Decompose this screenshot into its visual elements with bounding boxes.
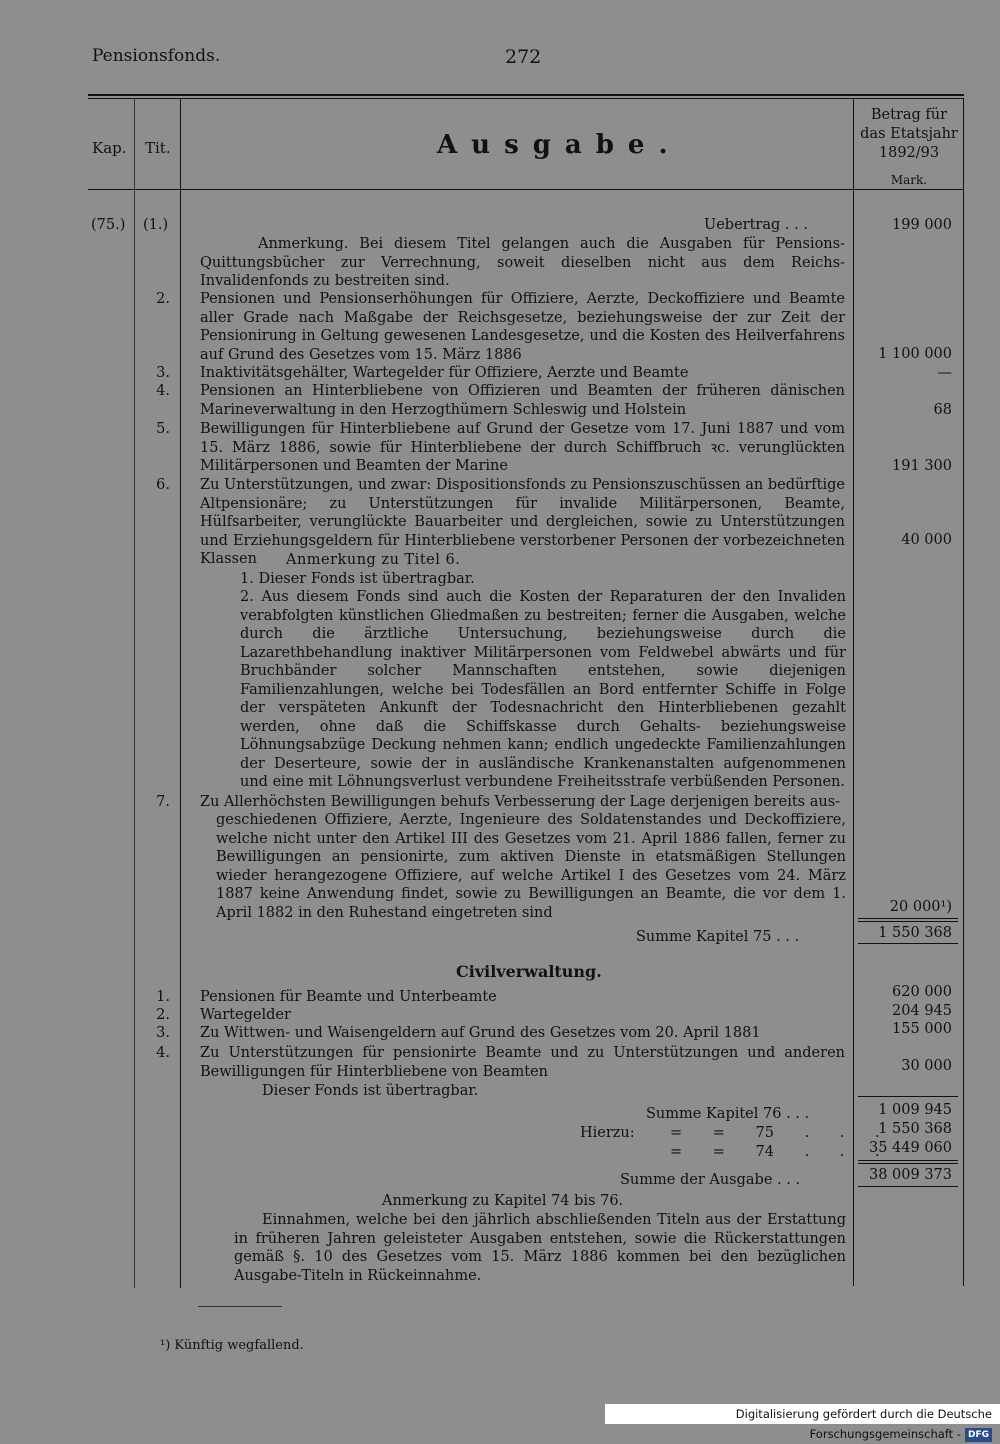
footnote-separator <box>198 1306 282 1307</box>
anmerkung-titel-6-point-1: 1. Dieser Fonds ist übertragbar. <box>240 571 475 587</box>
summe-kapitel-75-amount: 1 550 368 <box>878 925 952 941</box>
titel-number: (1.) <box>143 217 169 233</box>
kap-column-rule <box>134 98 135 1288</box>
page-number: 272 <box>505 46 542 68</box>
anmerkung-kapitel-heading: Anmerkung zu Kapitel 74 bis 76. <box>382 1193 624 1209</box>
titel-amount: 20 000¹) <box>889 899 952 915</box>
summe-der-ausgabe-amount: 38 009 373 <box>868 1167 952 1183</box>
sum-rule <box>858 918 958 919</box>
footnote: ¹) Künftig wegfallend. <box>160 1338 304 1353</box>
column-header-ausgabe: Ausgabe. <box>437 130 682 160</box>
hierzu-kapitel-75-amount: 1 550 368 <box>878 1121 952 1137</box>
amount-column-left-rule <box>853 98 854 1286</box>
hierzu-kapitel-75-label: = = 75 . . . <box>670 1125 880 1141</box>
titel-number: 2. <box>156 291 170 307</box>
titel-number: 2. <box>156 1007 170 1023</box>
dfg-logo: DFG <box>965 1428 992 1442</box>
section-heading-civilverwaltung: Civilverwaltung. <box>456 962 602 981</box>
digitization-footer <box>605 1404 1000 1441</box>
uebertrag-amount: 199 000 <box>892 217 952 233</box>
titel-amount: 620 000 <box>892 984 952 1000</box>
sum-rule <box>858 1096 958 1097</box>
titel-amount: 1 100 000 <box>878 346 952 362</box>
tit-column-rule <box>180 98 181 1288</box>
sum-rule <box>858 943 958 944</box>
table-header-rule <box>88 189 964 190</box>
titel-amount: 40 000 <box>901 532 952 548</box>
amount-column-right-rule <box>963 98 964 1286</box>
titel-amount: 191 300 <box>892 458 952 474</box>
titel-number: 4. <box>156 383 170 399</box>
uebertrag-label: Uebertrag . . . <box>704 217 808 233</box>
titel-number: 1. <box>156 989 170 1005</box>
running-header: Pensionsfonds. <box>92 46 221 66</box>
titel-text: Zu Wittwen- und Waisengeldern auf Grund des Gesetzes vom 20. April 1881 <box>200 1025 761 1041</box>
titel-text: Bewilligungen für Hinterbliebene auf Grund der Gesetze vom 17. Juni 1887 und vom 15. März 1886, sowie für Hinterbliebene der durch Schiffbruch ꝛc. verunglückten Militärpersonen und Beamten der Marine <box>200 421 845 474</box>
anmerkung-titel-1: Anmerkung. Bei diesem Titel gelangen auch die Ausgaben für Pensions-Quittungsbücher zur Verrechnung, soweit dieselben nicht aus dem Reichs-Invalidenfonds zu bestreiten sind. <box>200 236 845 289</box>
titel-text: geschiedenen Offiziere, Aerzte, Ingenieure des Soldatenstandes und Deckoffiziere, welche nicht unter den Artikel III des Gesetzes vom 21. April 1886 fallen, ferner zu Bewilligungen an pensionirte, zum aktiven Dienste in etatsmäßigen Stellungen wieder herangezogene Offiziere, auf welche Artikel I des Gesetzes vom 24. März 1887 keine Anwendung findet, sowie zu Bewilligungen an Beamte, die vor dem 1. April 1882 in den Ruhestand eingetreten sind <box>216 812 846 921</box>
titel-number: 7. <box>156 794 170 810</box>
titel-text: Zu Unterstützungen, und zwar: Dispositionsfonds zu Pensionszuschüssen an bedürftige Altpensionäre; zu Unterstützungen für invalide Militärpersonen, Beamte, Hülfsarbeiter, verunglückte Bauarbeiter und dergleichen, sowie zu Unterstützungen und Erziehungsgeldern für Hinterbliebene verstorbener Personen der vorbezeichneten Klassen <box>200 477 845 567</box>
table-top-rule <box>88 94 964 96</box>
sum-rule <box>858 1160 958 1161</box>
footer-text: Digitalisierung gefördert durch die Deutsche Forschungsgemeinschaft - <box>735 1407 992 1441</box>
titel-amount: 155 000 <box>892 1021 952 1037</box>
titel-text: Inaktivitätsgehälter, Wartegelder für Offiziere, Aerzte und Beamte <box>200 365 689 381</box>
sum-rule <box>858 1163 958 1164</box>
titel-amount: 68 <box>933 402 952 418</box>
fonds-note: Dieser Fonds ist übertragbar. <box>262 1083 479 1099</box>
titel-number: 4. <box>156 1045 170 1061</box>
kapitel-number: (75.) <box>91 217 126 233</box>
sum-rule <box>858 1186 958 1187</box>
table-top-rule-2 <box>88 98 964 99</box>
hierzu-kapitel-74-amount: 35 449 060 <box>868 1140 952 1156</box>
summe-kapitel-75-label: Summe Kapitel 75 . . . <box>636 929 800 945</box>
titel-number: 3. <box>156 365 170 381</box>
titel-text: Pensionen und Pensionserhöhungen für Offiziere, Aerzte, Deckoffiziere und Beamte aller Grade nach Maßgabe der Reichsgesetze, beziehungsweise der zur Zeit der Pensionirung in Geltung gewesenen Landesgesetze, und die Kosten des Heilverfahrens auf Grund des Gesetzes vom 15. März 1886 <box>200 291 845 363</box>
column-header-betrag: Betrag für das Etatsjahr 1892/93 <box>860 107 958 161</box>
titel-text: Zu Unterstützungen für pensionirte Beamte und zu Unterstützungen und anderen Bewilligungen für Hinterbliebene von Beamten <box>200 1045 845 1080</box>
titel-amount: 204 945 <box>892 1003 952 1019</box>
column-header-tit: Tit. <box>145 139 171 157</box>
column-header-kap: Kap. <box>92 139 127 157</box>
titel-text: Pensionen für Beamte und Unterbeamte <box>200 989 497 1005</box>
titel-number: 5. <box>156 421 170 437</box>
summe-der-ausgabe-label: Summe der Ausgabe . . . <box>620 1172 801 1188</box>
summe-kapitel-76-label: Summe Kapitel 76 . . . <box>646 1106 810 1122</box>
titel-text-first-line: Zu Allerhöchsten Bewilligungen behufs Verbesserung der Lage derjenigen bereits aus- <box>200 794 841 810</box>
titel-text: Pensionen an Hinterbliebene von Offizieren und Beamten der früheren dänischen Marineverwaltung in den Herzogthümern Schleswig und Holstein <box>200 383 845 418</box>
titel-number: 3. <box>156 1025 170 1041</box>
titel-amount: 30 000 <box>901 1058 952 1074</box>
anmerkung-kapitel-text: Einnahmen, welche bei den jährlich abschließenden Titeln aus der Erstattung in früheren Jahren geleisteter Ausgaben entstehen, sowie die Rückerstattungen gemäß §. 10 des Gesetzes vom 15. März 1886 kommen bei den bezüglichen Ausgabe-Titeln in Rückeinnahme. <box>234 1212 846 1284</box>
hierzu-kapitel-74-label: = = 74 . . . <box>670 1144 880 1160</box>
column-header-mark: Mark. <box>890 173 928 187</box>
anmerkung-titel-6-heading: Anmerkung zu Titel 6. <box>286 552 461 568</box>
hierzu-label: Hierzu: <box>580 1125 635 1141</box>
titel-number: 6. <box>156 477 170 493</box>
anmerkung-titel-6-point-2: 2. Aus diesem Fonds sind auch die Kosten der Reparaturen der den Invaliden verabfolgten künstlichen Gliedmaßen zu bestreiten; ferner die Ausgaben, welche durch die ärztliche Untersuchung, beziehungsweise durch die Lazarethbehandlung inaktiver Militärpersonen vom Feldwebel abwärts und für Bruchbänder solcher Mannschaften entstehen, sowie diejenigen Familienzahlungen, welche bei Todesfällen an Bord entfernter Schiffe in Folge der verspäteten Ankunft der Todesnachricht den Hinterbliebenen gezahlt werden, ohne daß die Schiffskasse durch Gehalts- beziehungsweise Löhnungsabzüge Deckung nehmen kann; endlich ungedeckte Familienzahlungen der Deserteure, sowie der in ausländische Krankenanstalten aufgenommenen und eine mit Löhnungsverlust verbundene Freiheitsstrafe verbüßenden Personen. <box>240 589 846 790</box>
titel-amount: — <box>937 365 952 381</box>
summe-kapitel-76-amount: 1 009 945 <box>878 1102 952 1118</box>
titel-text: Wartegelder <box>200 1007 291 1023</box>
sum-rule <box>858 921 958 922</box>
